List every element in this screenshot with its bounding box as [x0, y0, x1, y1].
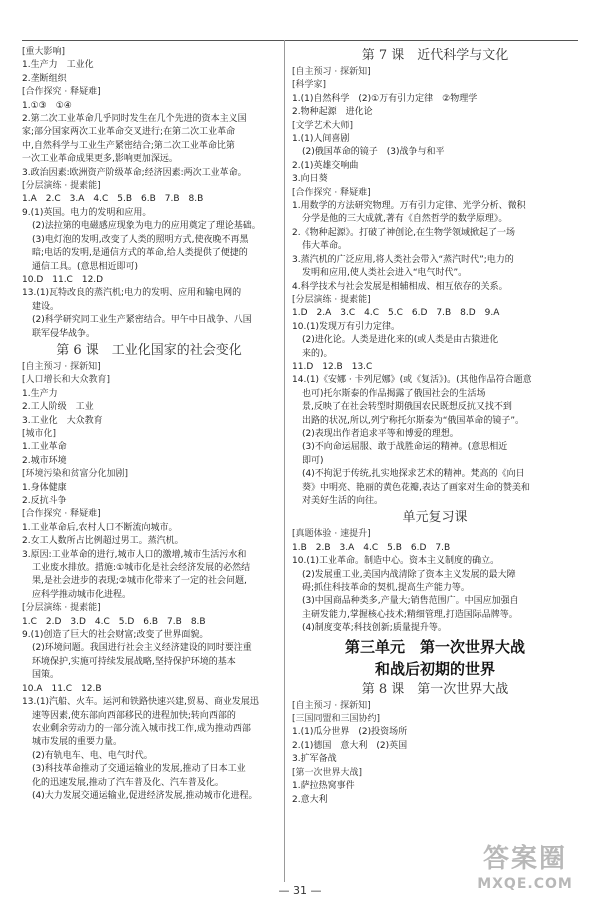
answer-line-indented: (3)科技革命推动了交通运输业的发展,推动了日本工业 — [32, 764, 246, 775]
answer-line-indented: 发明和应用,使人类社会进入“电气时代”。 — [302, 268, 468, 279]
section-label: [合作探究 · 释疑难] — [22, 509, 101, 520]
section-label: [文学艺术大师] — [292, 120, 354, 131]
answer-line: 9.(1)创造了巨大的社会财富;改变了世界面貌。 — [22, 630, 209, 641]
answer-line: 1.工业革命后,农村人口不断流向城市。 — [22, 522, 178, 533]
answer-line-indented: 碍;抓住科技革命的契机,提高生产能力等。 — [302, 583, 470, 594]
answer-line: 1.A 2.C 3.A 4.C 5.B 6.B 7.B 8.B — [22, 194, 204, 205]
answer-line: 10.A 11.C 12.B — [22, 683, 102, 694]
answer-line-indented: (2)俄国革命的镜子 (3)战争与和平 — [302, 147, 445, 158]
answer-line: 家;部分国家两次工业革命交叉进行;在第二次工业革命 — [22, 127, 236, 138]
answer-line: 1.①③ ①④ — [22, 100, 72, 111]
answer-line: 2.意大利 — [292, 794, 328, 805]
answer-line: 1.用数学的方法研究物理。万有引力定律、光学分析、微积 — [292, 201, 526, 212]
section-label: [重大影响] — [22, 47, 66, 57]
answer-line-indented: (4)大力发展交通运输业,促进经济发展,推动城市化进程。 — [32, 790, 258, 801]
answer-line: 3.向日葵 — [292, 174, 328, 185]
answer-line-indented: 主研发能力,掌握核心技术;精细管理,打造国际品牌等。 — [302, 609, 518, 620]
section-label: [自主预习 · 探新知] — [22, 361, 101, 372]
answer-line-indented: 农业剩余劳动力的一部分流入城市找工作,成为推动西部 — [32, 723, 251, 734]
answer-line-indented: 建设。 — [32, 301, 60, 312]
answer-line-indented: (3)中国商品种类多,产量大;销售范围广。中国应加强自 — [302, 596, 519, 607]
answer-line: 3.扩军备战 — [292, 754, 337, 765]
answer-line-indented: 速等因素,使东部向西部移民的进程加快;转向西部的 — [32, 710, 236, 721]
unit-title: 第三单元 第一次世界大战 — [344, 637, 525, 656]
section-label: [科学家] — [292, 80, 327, 91]
section-label: [城市化] — [22, 428, 57, 439]
answer-line: 3.工业化 大众教育 — [22, 415, 103, 426]
answer-line: 1.(1)自然科学 (2)①万有引力定律 ②物理学 — [292, 93, 478, 104]
answer-line-indented: 分学是他的三大成就,著有《自然哲学的数学原理》。 — [302, 214, 508, 225]
answer-line: 2.物种起源 进化论 — [292, 107, 373, 118]
answer-line: 2.城市环境 — [22, 455, 67, 466]
section-label: [合作探究 · 释疑难] — [292, 187, 371, 198]
answer-line-indented: (2)有轨电车、电、电气时代。 — [32, 750, 153, 761]
answer-line-indented: 也可)托尔斯泰的作品揭露了俄国社会的生活场 — [302, 388, 486, 399]
section-label: [分层演练 · 提素能] — [22, 181, 101, 192]
answer-line-indented: (4)制度变革;科技创新;质量提升等。 — [302, 623, 447, 634]
answer-line: 2.女工人数所占比例超过男工。蒸汽机。 — [22, 536, 184, 547]
answer-line-indented: 通信工具。(意思相近即可) — [32, 261, 139, 272]
answer-line-indented: 应科学推动城市化进程。 — [32, 589, 132, 600]
top-rule — [22, 40, 578, 41]
lesson-title: 第 7 课 近代科学与文化 — [361, 48, 509, 63]
answer-line-indented: 化的迅速发展,推动了汽车普及化、汽车普及化。 — [32, 777, 224, 788]
answer-line-indented: 城市发展的重要力量。 — [32, 737, 123, 748]
answer-line: 9.(1)英国。电力的发明和应用。 — [22, 207, 152, 218]
lesson-title: 单元复习课 — [402, 510, 468, 526]
right-column — [292, 46, 578, 807]
section-label: [三国同盟和三国协约] — [292, 714, 381, 725]
section-label: [自主预习 · 探新知] — [292, 67, 371, 77]
answer-line-indented: 环境保护,实施可持续发展战略,坚持保护环境的基本 — [32, 656, 236, 667]
answer-line: 2.垄断组织 — [22, 73, 67, 84]
answer-line-indented: (2)环境问题。我国进行社会主义经济建设的同时要注重 — [32, 643, 252, 654]
answer-line: 1.生产力 工业化 — [22, 60, 94, 71]
answer-line-indented: (2)进化论。人类是进化来的(或人类是由古猿进化 — [302, 335, 499, 346]
answer-line: 1.萨拉热窝事件 — [292, 781, 355, 792]
answer-line-indented: 出路的状况,所以,列宁称托尔斯泰为“俄国革命的镜子”。 — [302, 415, 525, 426]
answer-line: 1.生产力 — [22, 388, 58, 399]
answer-line: 2.第二次工业革命几乎同时发生在几个先进的资本主义国 — [22, 114, 247, 125]
answer-line-indented: 工业废水排放。措施:①城市化是社会经济发展的必然结 — [32, 563, 251, 574]
answer-line: 13.(1)瓦特改良的蒸汽机;电力的发明、应用和输电网的 — [22, 288, 242, 299]
answer-line: 1.(1)人间喜剧 — [292, 134, 350, 145]
unit-title: 和战后初期的世界 — [374, 659, 495, 678]
left-column — [22, 46, 276, 803]
answer-line-indented: (4)不拘泥于传统,扎实地探求艺术的精神。梵高的《向日 — [302, 469, 525, 480]
section-label: [分层演练 · 提素能] — [22, 603, 101, 614]
answer-line-indented: 景,反映了在社会转型时期俄国农民既想反抗又找不到 — [302, 402, 512, 413]
answer-line: 4.科学技术与社会发展是相辅相成、相互依存的关系。 — [292, 281, 508, 292]
section-label: [真题体验 · 速提升] — [292, 529, 371, 540]
answer-line: 1.工业革命 — [22, 442, 67, 453]
answer-line-indented: 来的)。 — [302, 348, 333, 359]
answer-line: 2.反抗斗争 — [22, 496, 67, 506]
answer-line: 10.(1)发现万有引力定律。 — [292, 321, 401, 332]
answer-line: 3.蒸汽机的广泛应用,将人类社会带入“蒸汽时代”;电力的 — [292, 254, 514, 265]
watermark-logo — [464, 843, 586, 901]
section-label: [环境污染和贫富分化加剧] — [22, 469, 129, 480]
answer-line-indented: 葵》中明亮、艳丽的黄色花瓣,表达了画家对生命的赞美和 — [302, 482, 530, 493]
answer-line: 中,自然科学与工业生产紧密结合;第二次工业革命比第 — [22, 140, 235, 151]
answer-line-indented: 果,是社会进步的表现;②城市化带来了一定的社会问题, — [32, 576, 247, 587]
section-label: [分层演练 · 提素能] — [292, 294, 371, 305]
answer-line: 14.(1)《安娜 · 卡列尼娜》(或《复活》)。(其他作品符合题意 — [292, 375, 532, 386]
answer-line: 2.(1)德国 意大利 (2)英国 — [292, 740, 408, 751]
answer-line-indented: (2)法拉第的电磁感应现象为电力的应用奠定了理论基础。 — [32, 221, 261, 232]
section-label: [人口增长和大众教育] — [22, 375, 111, 386]
answer-line: 2.《物种起源》。打破了神创论,在生物学领域掀起了一场 — [292, 227, 515, 238]
answer-line-indented: 即可) — [302, 455, 324, 466]
answer-line-indented: (2)科学研究同工业生产紧密结合。甲午中日战争、八国 — [32, 315, 252, 326]
answer-line: 一次工业革命成果更多,影响更加深远。 — [22, 154, 178, 165]
answer-line: 2.工人阶级 工业 — [22, 402, 94, 413]
answer-line: 2.(1)英雄交响曲 — [292, 160, 359, 171]
answer-line: 3.政治因素:欧洲资产阶级革命;经济因素:两次工业革命。 — [22, 167, 247, 178]
section-label: [合作探究 · 释疑难] — [22, 87, 101, 98]
answer-line-indented: 联军侵华战争。 — [32, 328, 96, 339]
answer-line-indented: (2)发展重工业,美国内战清除了资本主义发展的最大障 — [302, 569, 516, 580]
lesson-title: 第 6 课 工业化国家的社会变化 — [56, 342, 242, 358]
section-label: [第一次世界大战] — [292, 767, 363, 778]
answer-line-indented: (2)表现出作者追求平等和博爱的理想。 — [302, 428, 459, 439]
answer-line: 11.D 12.B 13.C — [292, 361, 373, 372]
watermark-url: MXQE.COM — [477, 876, 573, 892]
answer-line-indented: 国策。 — [32, 670, 60, 681]
answer-line: 1.(1)瓜分世界 (2)投资场所 — [292, 727, 408, 738]
answer-line: 13.(1)汽船、火车。运河和铁路快速兴建,贸易、商业发展迅 — [22, 697, 259, 708]
column-divider — [284, 40, 285, 882]
answer-line: 1.身体健康 — [22, 482, 67, 493]
watermark-text: 答案圈 — [482, 844, 567, 874]
answer-line-indented: 伟大革命。 — [302, 241, 348, 252]
answer-line: 1.B 2.B 3.A 4.C 5.B 6.D 7.B — [292, 542, 451, 553]
answer-line-indented: 暗;电话的发明,是通信方式的革命,给人类提供了便捷的 — [32, 248, 248, 259]
section-label: [自主预习 · 探新知] — [292, 700, 371, 711]
answer-line: 3.原因:工业革命的进行,城市人口的激增,城市生活污水和 — [22, 549, 247, 560]
answer-line: 1.C 2.D 3.D 4.C 5.D 6.B 7.B 8.B — [22, 616, 206, 627]
answer-line: 10.(1)工业革命。制造中心。资本主义制度的确立。 — [292, 556, 500, 567]
answer-line: 1.D 2.A 3.C 4.C 5.C 6.D 7.B 8.D 9.A — [292, 308, 500, 319]
answer-line-indented: (3)电灯泡的发明,改变了人类的照明方式,使夜晚不再黑 — [32, 234, 249, 245]
answer-line-indented: 对美好生活的向往。 — [302, 496, 384, 506]
page-number: — 31 — — [278, 884, 322, 897]
answer-line: 10.D 11.C 12.D — [22, 274, 104, 285]
answer-line-indented: (3)不向命运屈服、敢于战胜命运的精神。(意思相近 — [302, 442, 508, 453]
lesson-title: 第 8 课 第一次世界大战 — [361, 681, 509, 697]
